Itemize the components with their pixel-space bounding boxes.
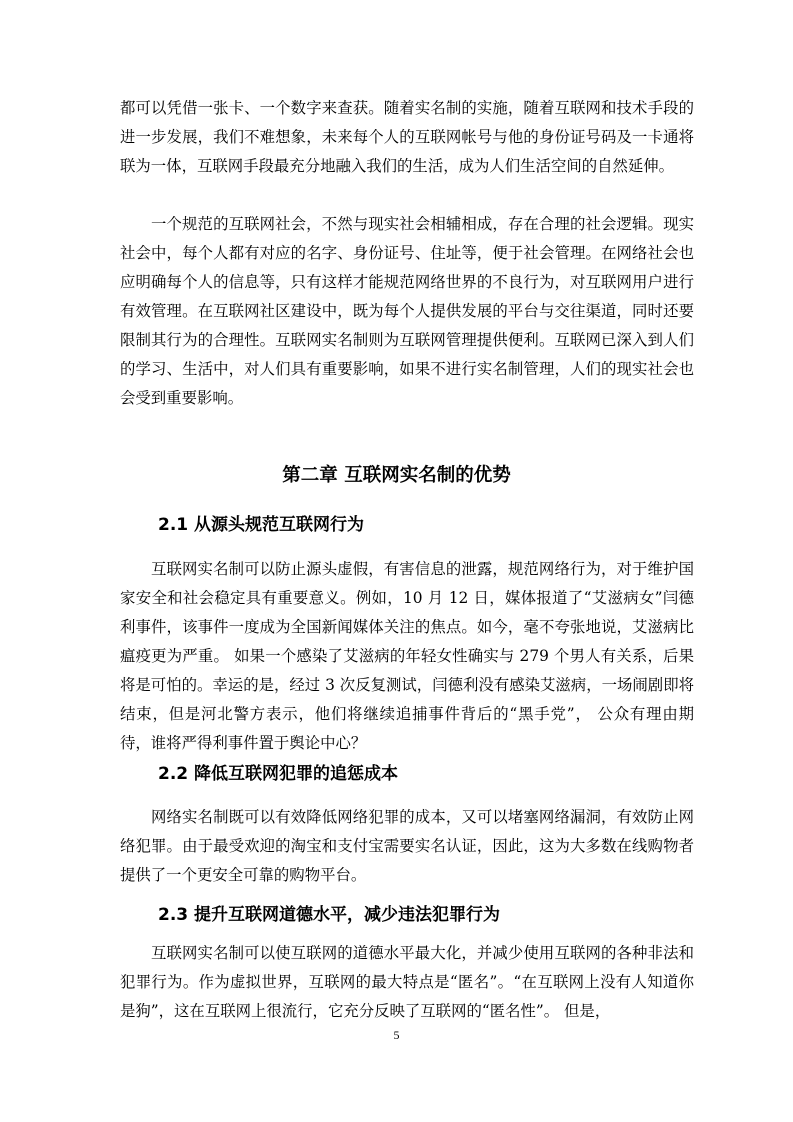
paragraph-continuation: 都可以凭借一张卡、一个数字来查获。随着实名制的实施，随着互联网和技术手段的进一步发展，我们不难想象，未来每个人的互联网帐号与他的身份证号码及一卡通将联为一体，互联网手段最充分地融入我们的生活，成为人们生活空间的自然延伸。 [120, 99, 694, 175]
paragraph-source-regulation: 互联网实名制可以防止源头虚假，有害信息的泄露，规范网络行为，对于维护国家安全和社会稳定具有重要意义。例如，10 月 12 日，媒体报道了“艾滋病女”闫德利事件，该事件一度成为全国新闻媒体关注的焦点。如今，毫不夸张地说，艾滋病比瘟疫更为严重。 如果一个感染了艾滋病的年轻女性确实与 279 个男人有关系，后果将是可怕的。幸运的是，经过 3 次反复测试，闫德利没有感染艾滋病，一场闹剧即将结束，但是河北警方表示，他们将继续追捕事件背后的“黑手党”， 公众有理由期待，谁将严得利事件置于舆论中心？ [120, 560, 694, 752]
page-number: 5 [393, 1028, 400, 1042]
section-heading-2-1: 2.1 从源头规范互联网行为 [158, 515, 365, 535]
chapter-title: 第二章 互联网实名制的优势 [282, 465, 511, 486]
section-heading-2-2: 2.2 降低互联网犯罪的追惩成本 [158, 764, 399, 784]
paragraph-moral-level: 互联网实名制可以使互联网的道德水平最大化，并减少使用互联网的各种非法和犯罪行为。作为虚拟世界，互联网的最大特点是“匿名”。“在互联网上没有人知道你是狗”，这在互联网上很流行，它充分反映了互联网的“匿名性”。 但是， [120, 944, 694, 1020]
paragraph-real-society: 一个规范的互联网社会，不然与现实社会相辅相成，存在合理的社会逻辑。现实社会中，每个人都有对应的名字、身份证号、住址等，便于社会管理。在网络社会也应明确每个人的信息等，只有这样才能规范网络世界的不良行为，对互联网用户进行有效管理。在互联网社区建设中，既为每个人提供发展的平台与交往渠道，同时还要限制其行为的合理性。互联网实名制则为互联网管理提供便利。互联网已深入到人们的学习、生活中，对人们具有重要影响，如果不进行实名制管理，人们的现实社会也会受到重要影响。 [120, 215, 694, 407]
section-heading-2-3: 2.3 提升互联网道德水平，减少违法犯罪行为 [158, 905, 501, 925]
paragraph-crime-cost: 网络实名制既可以有效降低网络犯罪的成本，又可以堵塞网络漏洞，有效防止网络犯罪。由于最受欢迎的淘宝和支付宝需要实名认证，因此，这为大多数在线购物者提供了一个更安全可靠的购物平台。 [120, 808, 694, 884]
